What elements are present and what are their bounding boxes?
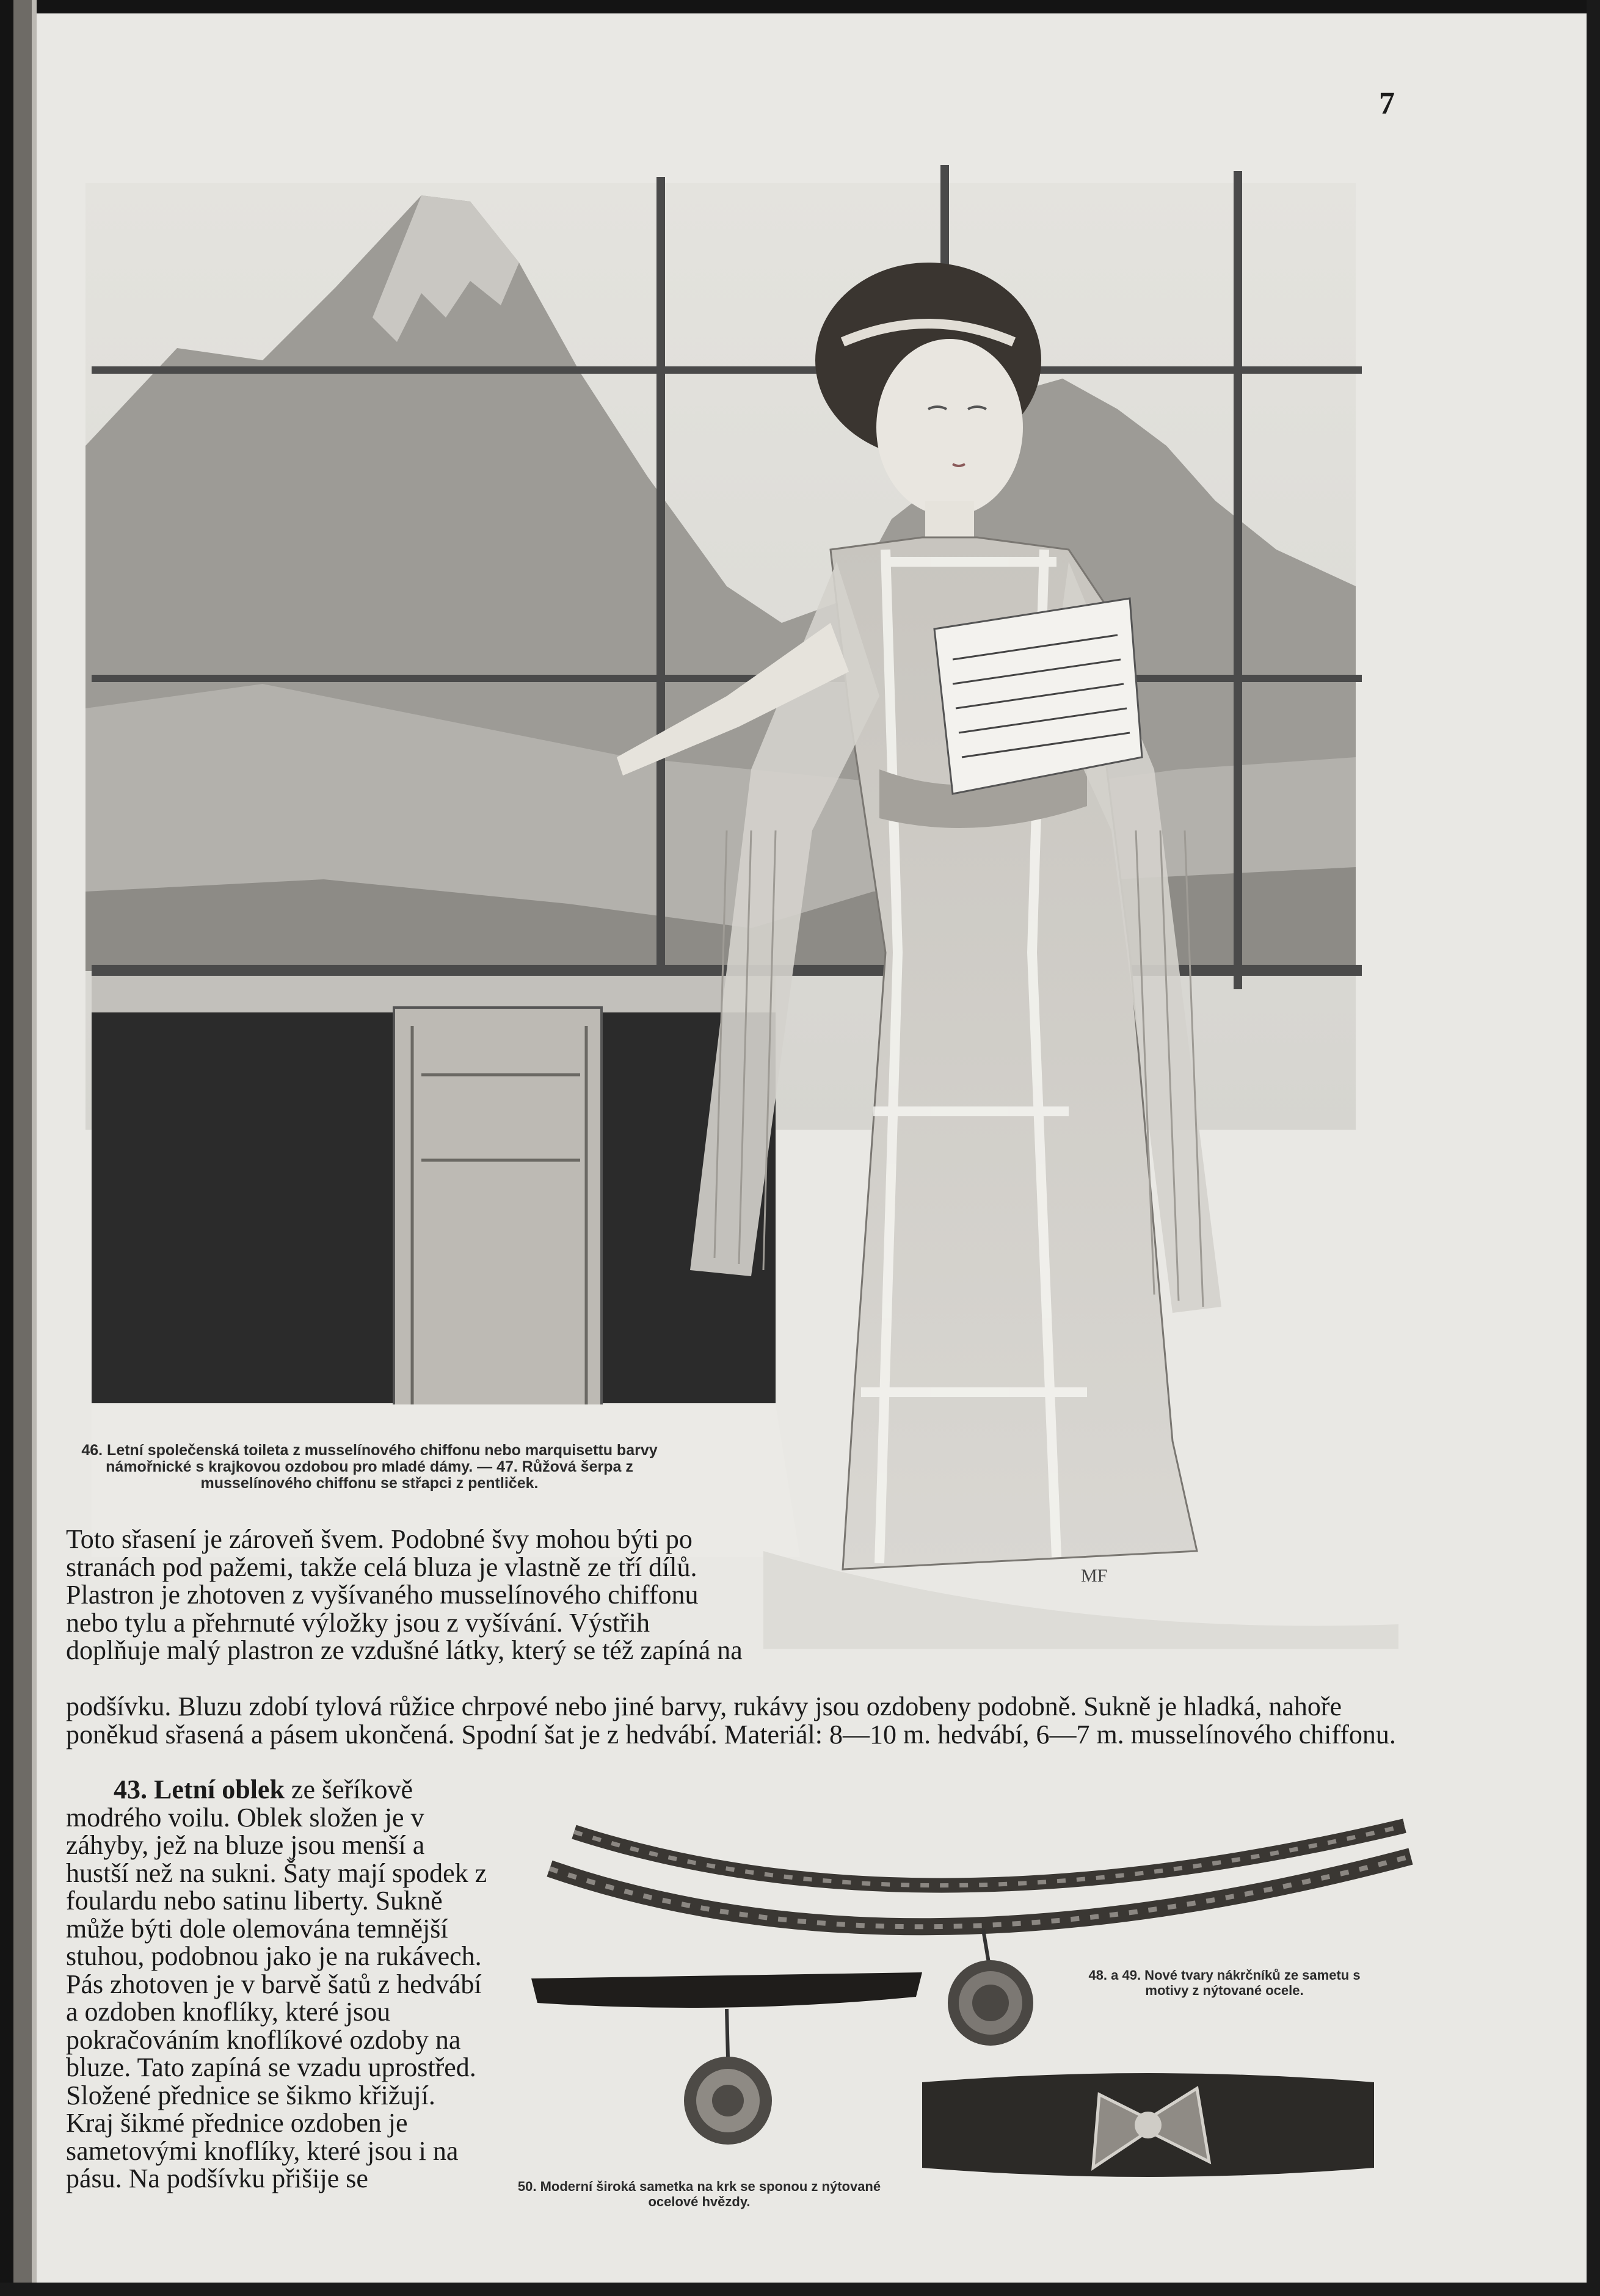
caption-48-49: 48. a 49. Nové tvary nákrčníků ze sametu s motivy z nýtované ocele. — [1088, 1967, 1361, 1998]
item-body: ze šeříkově modrého voilu. Oblek složen je v záhyby, jež na bluze jsou menší a hustší než na sukni. Šaty mají spodek z foulardu nebo satinu liberty. Sukně může býti dole olemována temnější stuhou, podobnou jako je na rukávech. Pás zhotoven je v barvě šatů z hedvábí a ozdoben knoflíky, které jsou pokračováním knoflíkové ozdoby na bluze. Tato zapíná se vzadu uprostřed. Složené přednice se šikmo křižují. Kraj šikmé přednice ozdoben je sametovými knoflíky, které jsou i na pásu. Na podšívku přišije se — [66, 1775, 487, 2193]
artist-monogram: MF — [1081, 1566, 1108, 1586]
fashion-illustration — [79, 159, 1398, 1649]
caption-50: 50. Moderní široká sametka na krk se sponou z nýtované ocelové hvězdy. — [517, 2179, 881, 2209]
caption-46-47: 46. Letní společenská toileta z musselínového chiffonu nebo marquisettu barvy námořnické s krajkovou ozdobou pro mladé dámy. — 47. Růžová šerpa z musselínového chiffonu se střapci z pentliček. — [81, 1442, 658, 1492]
velvet-band-illustration — [916, 2064, 1380, 2186]
page-number: 7 — [1379, 86, 1395, 121]
item-title: Letní oblek — [154, 1775, 285, 1804]
choker-illustration — [525, 1966, 928, 2168]
paragraph-2: podšívku. Bluzu zdobí tylová růžice chrpové nebo jiné barvy, rukávy jsou ozdobeny podobně. Sukně je hladká, nahoře poněkud sřasená a pásem ukončená. Spodní šat je z hedvábí. Materiál: 8—10 m. hedvábí, 6—7 m. musselínového chiffonu. — [66, 1691, 1396, 1749]
item-number: 43. — [114, 1775, 147, 1804]
paragraph-43 — [66, 1776, 489, 2193]
paragraph-1: Toto sřasení je zároveň švem. Podobné švy mohou býti po stranách pod pažemi, takže celá bluza je vlastně ze tří dílů. Plastron je zhotoven z vyšívaného musselínového chiffonu nebo tylu a přehrnuté výložky jsou z vyšívání. Výstřih doplňuje malý plastron ze vzdušné látky, který se též zapíná na — [66, 1524, 743, 1665]
